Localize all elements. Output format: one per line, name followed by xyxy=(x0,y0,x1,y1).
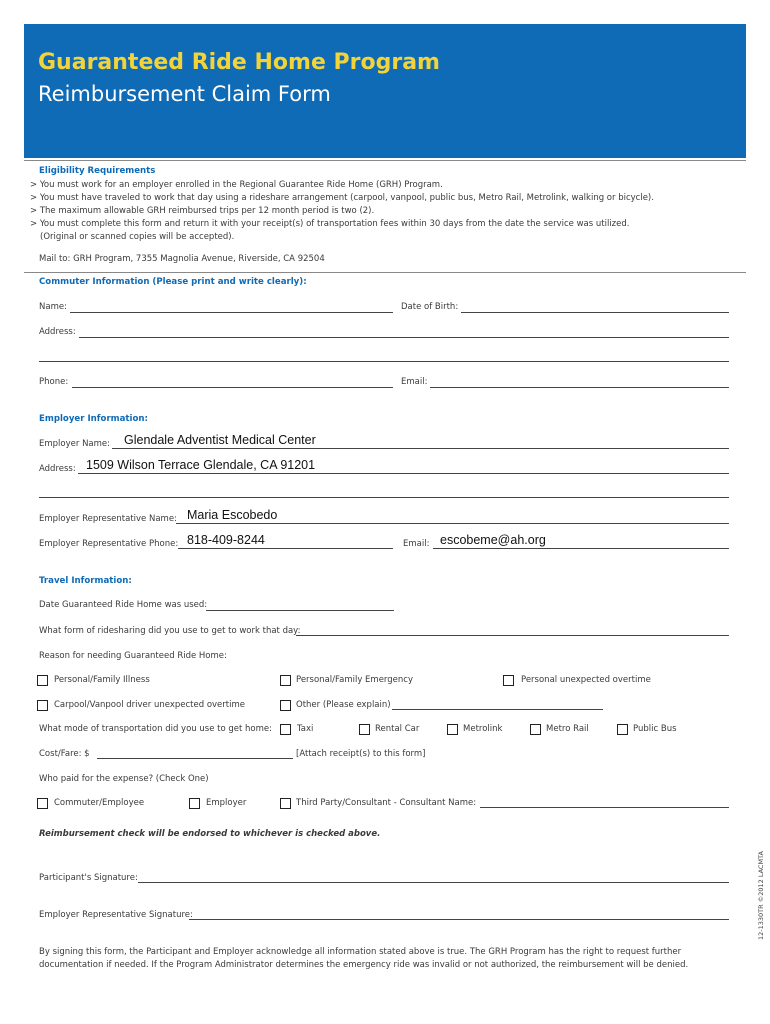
employer-address-label: Address: xyxy=(39,464,76,474)
personal-illness-checkbox[interactable] xyxy=(37,675,48,686)
address-field[interactable] xyxy=(79,337,729,338)
rep-phone-label: Employer Representative Phone: xyxy=(39,539,179,549)
eligibility-item: > You must work for an employer enrolled in the Regional Guarantee Ride Home (GRH) Program. xyxy=(30,180,443,190)
email-field[interactable] xyxy=(430,387,729,388)
dob-label: Date of Birth: xyxy=(401,302,459,312)
employer-signature-field[interactable] xyxy=(189,919,729,920)
address-label: Address: xyxy=(39,327,76,337)
header-rule xyxy=(24,160,746,161)
public-bus-checkbox[interactable] xyxy=(617,724,628,735)
date-used-field[interactable] xyxy=(206,610,394,611)
rideshare-form-field[interactable] xyxy=(296,635,729,636)
address-field-line2[interactable] xyxy=(39,361,729,362)
mode-label: What mode of transportation did you use to get home: xyxy=(39,724,272,734)
form-title: Guaranteed Ride Home Program xyxy=(38,50,440,75)
form-header xyxy=(24,24,746,158)
employer-email-label: Email: xyxy=(403,539,430,549)
name-field[interactable] xyxy=(70,312,393,313)
eligibility-item: > You must have traveled to work that day using a rideshare arrangement (carpool, vanpool, public bus, Metro Rail, Metrolink, walking or bicycle). xyxy=(30,193,654,203)
personal-illness-label: Personal/Family Illness xyxy=(54,675,150,685)
other-reason-checkbox[interactable] xyxy=(280,700,291,711)
carpool-overtime-checkbox[interactable] xyxy=(37,700,48,711)
rep-name-field[interactable] xyxy=(176,523,729,524)
rep-phone-value: 818-409-8244 xyxy=(187,533,265,547)
date-used-label: Date Guaranteed Ride Home was used: xyxy=(39,600,208,610)
participant-signature-label: Participant's Signature: xyxy=(39,873,138,883)
rep-name-label: Employer Representative Name: xyxy=(39,514,177,524)
personal-overtime-checkbox[interactable] xyxy=(503,675,514,686)
mail-to-address: Mail to: GRH Program, 7355 Magnolia Avenue, Riverside, CA 92504 xyxy=(39,254,325,264)
cost-label: Cost/Fare: $ xyxy=(39,749,90,759)
metrolink-checkbox[interactable] xyxy=(447,724,458,735)
email-label: Email: xyxy=(401,377,428,387)
employer-paid-label: Employer xyxy=(206,798,247,808)
third-party-paid-checkbox[interactable] xyxy=(280,798,291,809)
dob-field[interactable] xyxy=(461,312,729,313)
third-party-paid-label: Third Party/Consultant - Consultant Name: xyxy=(296,798,477,808)
employer-email-field[interactable] xyxy=(433,548,729,549)
employer-address-field-line2[interactable] xyxy=(39,497,729,498)
phone-label: Phone: xyxy=(39,377,69,387)
employer-address-value: 1509 Wilson Terrace Glendale, CA 91201 xyxy=(86,458,316,472)
commuter-paid-label: Commuter/Employee xyxy=(54,798,145,808)
employer-heading: Employer Information: xyxy=(39,414,148,424)
eligibility-item: > The maximum allowable GRH reimbursed trips per 12 month period is two (2). xyxy=(30,206,375,216)
carpool-overtime-label: Carpool/Vanpool driver unexpected overtime xyxy=(54,700,245,710)
reason-label: Reason for needing Guaranteed Ride Home: xyxy=(39,651,227,661)
rep-name-value: Maria Escobedo xyxy=(187,508,278,522)
taxi-checkbox[interactable] xyxy=(280,724,291,735)
form-subtitle: Reimbursement Claim Form xyxy=(38,82,331,106)
rental-car-checkbox[interactable] xyxy=(359,724,370,735)
disclaimer-line-1: By signing this form, the Participant and Employer acknowledge all information stated above is true. The GRH Program has the right to request further xyxy=(39,947,682,957)
public-bus-label: Public Bus xyxy=(633,724,677,734)
taxi-label: Taxi xyxy=(297,724,314,734)
employer-email-value: escobeme@ah.org xyxy=(440,533,546,547)
commuter-heading: Commuter Information (Please print and write clearly): xyxy=(39,277,307,287)
participant-signature-field[interactable] xyxy=(138,882,729,883)
other-reason-label: Other (Please explain) xyxy=(296,700,391,710)
eligibility-heading: Eligibility Requirements xyxy=(39,166,156,176)
employer-name-label: Employer Name: xyxy=(39,439,111,449)
employer-paid-checkbox[interactable] xyxy=(189,798,200,809)
metro-rail-checkbox[interactable] xyxy=(530,724,541,735)
cost-receipt-note: [Attach receipt(s) to this form] xyxy=(296,749,426,759)
employer-name-field[interactable] xyxy=(112,448,729,449)
section-rule xyxy=(24,272,746,273)
other-reason-field[interactable] xyxy=(392,709,603,710)
eligibility-item: > You must complete this form and return it with your receipt(s) of transportation fees within 30 days from the date the service was utilized. xyxy=(30,219,630,229)
cost-field[interactable] xyxy=(97,758,293,759)
consultant-name-field[interactable] xyxy=(480,807,729,808)
rental-car-label: Rental Car xyxy=(375,724,420,734)
personal-overtime-label: Personal unexpected overtime xyxy=(521,675,651,685)
eligibility-item: (Original or scanned copies will be accepted). xyxy=(40,232,235,242)
disclaimer xyxy=(39,946,699,972)
reimbursement-note: Reimbursement check will be endorsed to whichever is checked above. xyxy=(39,829,381,839)
employer-address-field[interactable] xyxy=(78,473,729,474)
personal-emergency-checkbox[interactable] xyxy=(280,675,291,686)
paid-by-label: Who paid for the expense? (Check One) xyxy=(39,774,209,784)
rep-phone-field[interactable] xyxy=(178,548,393,549)
disclaimer-line-2: documentation if needed. If the Program Administrator determines the emergency ride was invalid or not authorized, the reimbursement will be denied. xyxy=(39,960,689,970)
metro-rail-label: Metro Rail xyxy=(546,724,589,734)
metrolink-label: Metrolink xyxy=(463,724,503,734)
travel-heading: Travel Information: xyxy=(39,576,132,586)
rideshare-form-label: What form of ridesharing did you use to get to work that day: xyxy=(39,626,301,636)
employer-signature-label: Employer Representative Signature: xyxy=(39,910,193,920)
phone-field[interactable] xyxy=(72,387,393,388)
employer-name-value: Glendale Adventist Medical Center xyxy=(124,433,316,447)
personal-emergency-label: Personal/Family Emergency xyxy=(296,675,413,685)
form-code: 12-1330TR ©2012 LACMTA xyxy=(757,851,765,940)
name-label: Name: xyxy=(39,302,67,312)
commuter-paid-checkbox[interactable] xyxy=(37,798,48,809)
